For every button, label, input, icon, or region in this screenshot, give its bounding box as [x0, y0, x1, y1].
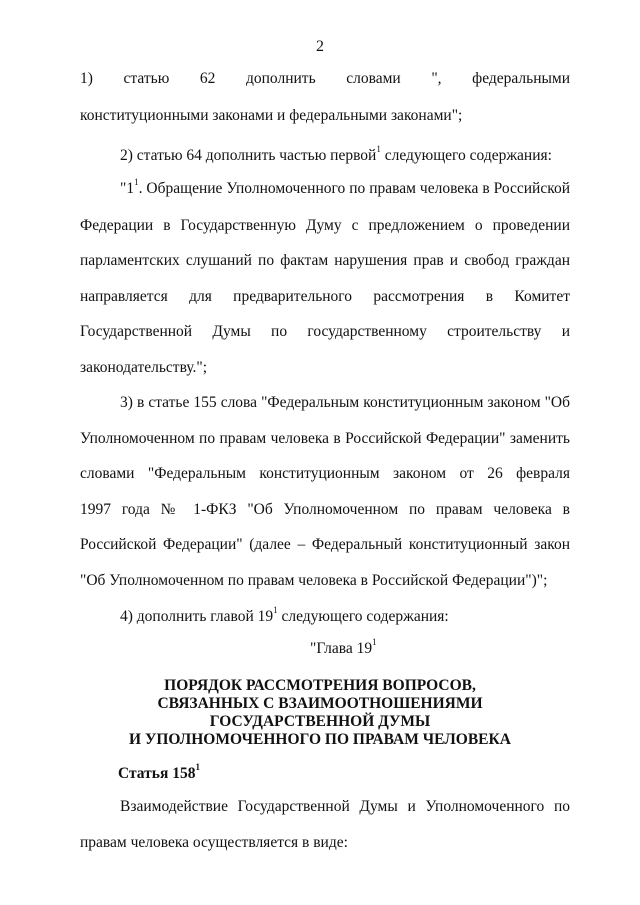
chapter-title-line4: И УПОЛНОМОЧЕННОГО ПО ПРАВАМ ЧЕЛОВЕКА	[129, 731, 511, 748]
article-line1: Взаимодействие Государственной Думы и Уполномоченного по	[120, 798, 570, 815]
item1-word: 1)	[80, 70, 93, 87]
page-number: 2	[316, 38, 324, 55]
quote1-line4: направляется для предварительного рассмотрения в Комитет	[80, 288, 570, 305]
item1-word: словами	[346, 70, 401, 87]
item1-word: статью	[123, 70, 170, 87]
item3-line4: 1997 года № 1-ФКЗ "Об Уполномоченном по правам человека в	[80, 501, 570, 518]
article-line2: правам человека осуществляется в виде:	[80, 834, 348, 851]
article-label: Статья 158	[118, 765, 196, 782]
quote1-line1	[120, 176, 570, 198]
superscript: 1	[134, 176, 139, 187]
quote1-rest: . Обращение Уполномоченного по правам человека в Российской	[138, 180, 570, 197]
chapter-title-line3: ГОСУДАРСТВЕННОЙ ДУМЫ	[209, 713, 431, 730]
chapter-label	[310, 636, 377, 658]
item1-line1	[80, 70, 570, 88]
quote1-line6: законодательству.";	[80, 359, 208, 376]
item1-word: ",	[431, 70, 442, 87]
item3-line1: 3) в статье 155 слова "Федеральным конституционным законом "Об	[120, 394, 570, 411]
quote1-line2: Федерации в Государственную Думу с предложением о проведении	[80, 217, 570, 234]
superscript: 1	[372, 636, 377, 647]
chapter-label-text: "Глава 19	[310, 640, 373, 657]
item1-word: 62	[199, 70, 216, 87]
item2-text-rest: следующего содержания:	[380, 147, 552, 164]
superscript: 1	[273, 604, 278, 615]
superscript: 1	[376, 143, 381, 154]
superscript: 1	[195, 761, 200, 772]
item1-word: федеральными	[472, 70, 571, 87]
item2-line	[120, 143, 552, 165]
article-heading	[118, 761, 200, 783]
chapter-title-line2: СВЯЗАННЫХ С ВЗАИМООТНОШЕНИЯМИ	[157, 695, 483, 712]
item4-text: 4) дополнить главой 19	[120, 608, 274, 625]
item4-line	[120, 604, 449, 626]
item2-text: 2) статью 64 дополнить частью первой	[120, 147, 377, 164]
item1-line2: конституционными законами и федеральными законами";	[80, 107, 463, 124]
item3-line3: словами "Федеральным конституционным законом от 26 февраля	[80, 465, 570, 482]
item1-word: дополнить	[246, 70, 316, 87]
item3-line5: Российской Федерации" (далее – Федеральный конституционный закон	[80, 536, 570, 553]
item3-line2: Уполномоченном по правам человека в Российской Федерации" заменить	[80, 430, 570, 447]
item3-line6: "Об Уполномоченном по правам человека в Российской Федерации")";	[80, 572, 548, 589]
quote1-prefix: "1	[120, 180, 135, 197]
quote1-line3: парламентских слушаний по фактам нарушения прав и свобод граждан	[80, 252, 570, 269]
quote1-line5: Государственной Думы по государственному строительству и	[80, 323, 570, 340]
chapter-title-line1: ПОРЯДОК РАССМОТРЕНИЯ ВОПРОСОВ,	[164, 677, 476, 694]
item4-text-rest: следующего содержания:	[277, 608, 449, 625]
